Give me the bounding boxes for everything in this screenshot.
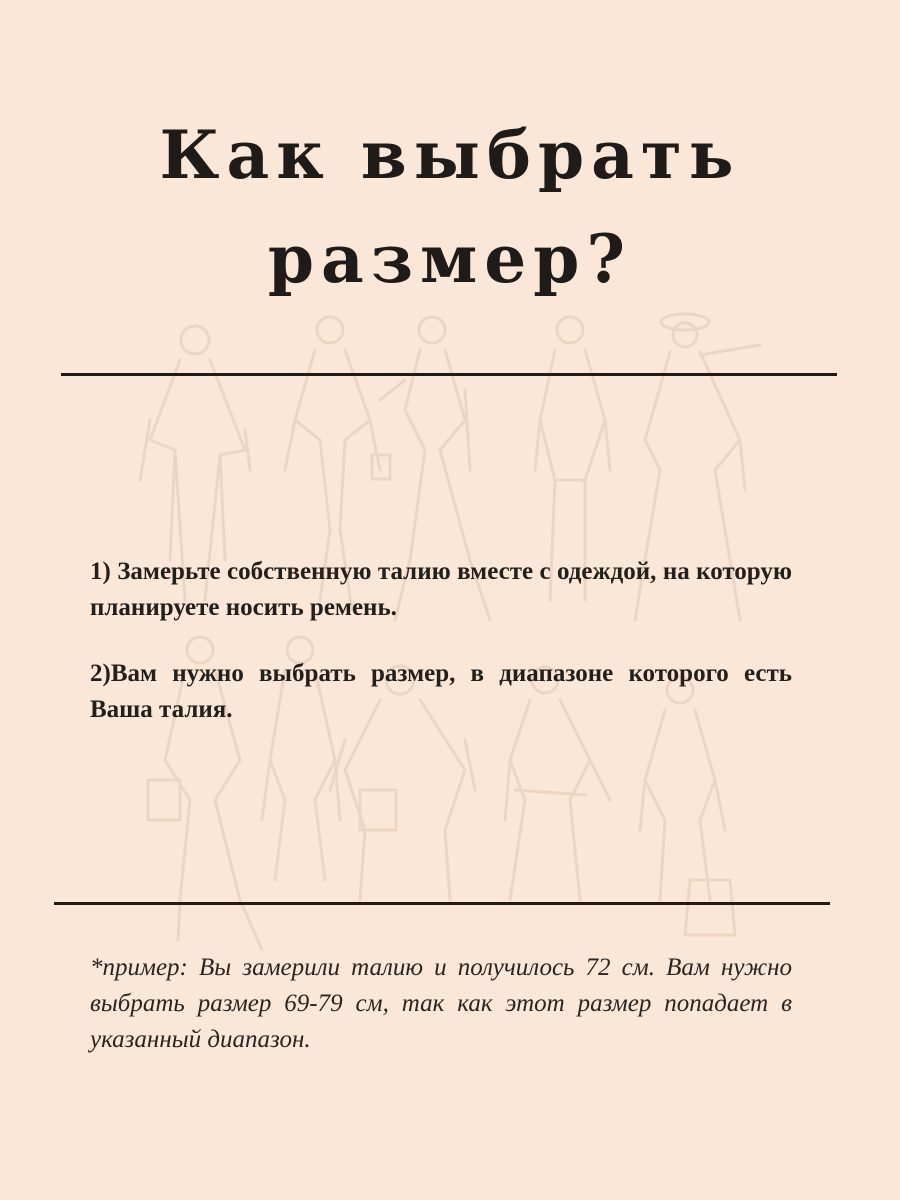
instruction-step-1: 1) Замерьте собственную талию вместе с одеждой, на которую планируете носить ремень. (90, 558, 792, 621)
divider-top (61, 373, 837, 376)
example-note: *пример: Вы замерили талию и получилось 72 см. Вам нужно выбрать размер 69-79 см, так как этот размер попадает в указанный диапазон. (90, 954, 792, 1053)
instruction-step-2: 2)Вам нужно выбрать размер, в диапазоне которого есть Ваша талия. (90, 660, 792, 723)
page-title-line-1: Как выбрать (159, 116, 741, 194)
divider-bottom (54, 902, 830, 905)
page-title-line-2: размер? (267, 220, 633, 298)
